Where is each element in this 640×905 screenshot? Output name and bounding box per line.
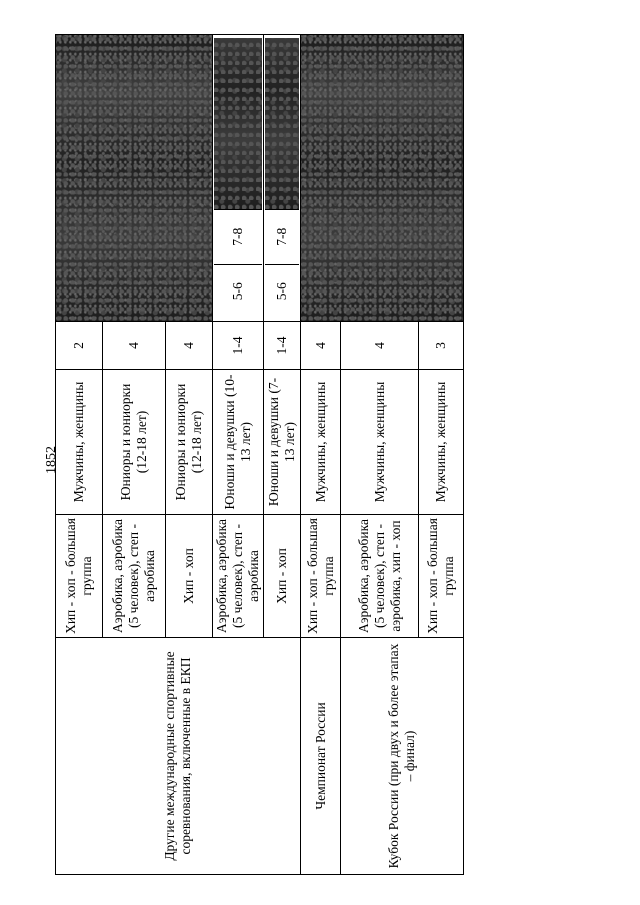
count: 1-4 xyxy=(264,322,301,370)
places-cell xyxy=(264,35,301,322)
count: 4 xyxy=(301,322,341,370)
sports-table xyxy=(55,34,464,875)
place-range: 5-6 xyxy=(265,264,299,318)
count: 4 xyxy=(341,322,419,370)
competition-name: Чемпионат России xyxy=(301,638,341,875)
redacted-area xyxy=(265,38,299,209)
age-group: Юноши и девушки (10-13 лет) xyxy=(213,370,264,515)
count: 2 xyxy=(56,322,103,370)
count: 3 xyxy=(419,322,464,370)
table-row xyxy=(301,35,341,875)
place-range: 7-8 xyxy=(265,209,299,263)
redacted-area xyxy=(301,35,464,322)
redacted-area xyxy=(214,38,262,209)
page-number: 1852 xyxy=(44,446,59,474)
discipline: Хип - хоп - большая группа xyxy=(419,515,464,638)
table-row xyxy=(56,35,103,875)
age-group: Мужчины, женщины xyxy=(419,370,464,515)
competition-name: Кубок России (при двух и более этапах – финал) xyxy=(341,638,464,875)
age-group: Мужчины, женщины xyxy=(56,370,103,515)
age-group: Юниоры и юниорки (12-18 лет) xyxy=(103,370,166,515)
discipline: Хип - хоп - большая группа xyxy=(56,515,103,638)
redacted-area xyxy=(56,35,213,322)
discipline: Аэробика, аэробика (5 человек), степ - аэробика xyxy=(103,515,166,638)
table-upright xyxy=(55,35,460,875)
age-group: Мужчины, женщины xyxy=(341,370,419,515)
places-cell xyxy=(213,35,264,322)
discipline: Хип - хоп xyxy=(264,515,301,638)
age-group: Мужчины, женщины xyxy=(301,370,341,515)
discipline: Хип - хоп - большая группа xyxy=(301,515,341,638)
discipline: Аэробика, аэробика (5 человек), степ - аэробика xyxy=(213,515,264,638)
discipline: Хип - хоп xyxy=(166,515,213,638)
discipline: Аэробика, аэробика (5 человек), степ - аэробика, хип - хоп xyxy=(341,515,419,638)
competition-name: Другие международные спортивные соревнования, включенные в ЕКП xyxy=(56,638,301,875)
place-range: 7-8 xyxy=(214,209,262,263)
rotated-page xyxy=(55,35,460,875)
count: 4 xyxy=(166,322,213,370)
count: 1-4 xyxy=(213,322,264,370)
age-group: Юноши и девушки (7-13 лет) xyxy=(264,370,301,515)
age-group: Юниоры и юниорки (12-18 лет) xyxy=(166,370,213,515)
place-range: 5-6 xyxy=(214,264,262,318)
count: 4 xyxy=(103,322,166,370)
